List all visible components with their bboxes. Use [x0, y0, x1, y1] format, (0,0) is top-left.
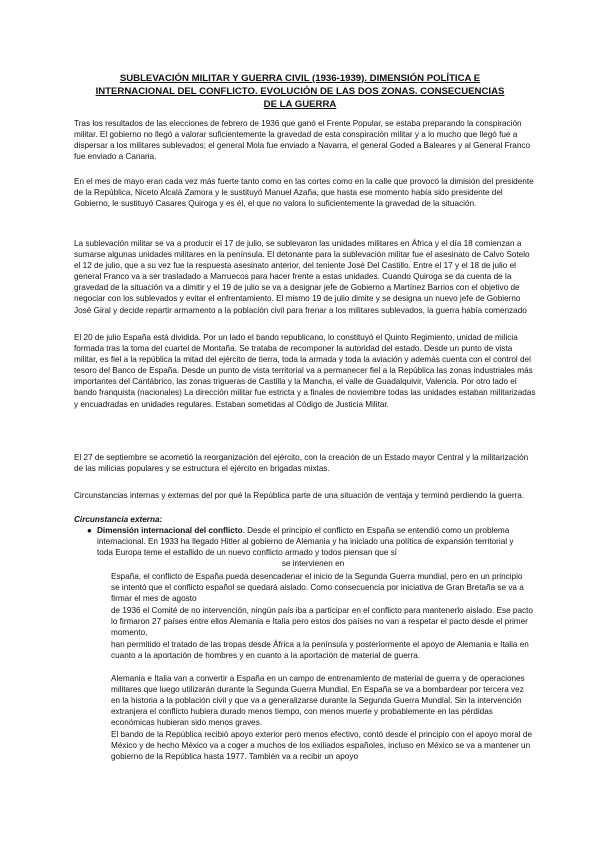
- paragraph-5: El 27 de septiembre se acometió la reorganización del ejército, con la creación de un Estado mayor Central y la militarización de las milicias populares y se estructura el ejército en brigadas mixtas.: [74, 453, 529, 474]
- paragraph-6: Circunstancias internas y externas del por qué la República parte de una situación de ventaja y terminó perdiendo la guerra.: [74, 491, 525, 500]
- bullet-dot-icon: ●: [87, 526, 92, 535]
- paragraph-1: Tras los resultados de las elecciones de febrero de 1936 que ganó el Frente Popular, se estaba preparando la conspiración militar. El gobierno no llegó a valorar suficientemente la gravedad de esta conspiración militar y a lo mucho que llegó fue a dispersar a los militares sublevados; el general Mola fue enviado a Navarra, el general Goded a Baleares y al General Franco fue enviado a Canaria.: [74, 119, 531, 162]
- continuation-2: de 1936 el Comité de no intervención, ningún país iba a participar en el conflicto para mantenerlo aislado. Ese pacto lo firmaron 27 países entre ellos Alemania e Italia pero estos dos países no van a respetar el pacto desde el primer momento,: [111, 606, 533, 638]
- external-circumstance-label: Circunstancia externa:: [74, 515, 163, 524]
- paragraph-3: La sublevación militar se va a producir el 17 de julio, se sublevaron las unidades militares en África y el día 18 comienzan a sumarse algunas unidades militares en la península. El detonante para la sublevación militar fue el asesinato de Calvo Sotelo el 12 de julio, que a su vez fue la respuesta asesinato anterior, del teniente José Del Castillo. Entre el 17 y el 18 de julio el general Franco va a ser trasladado a Marruecos para hacer frente a estas unidades. Cuando Quiroga se da cuenta de la gravedad de la situación va a dimitir y el 19 de julio se va a designar jefe de Gobierno a Martínez Barrios con el objetivo de negociar con los sublevados y evitar el enfrentamiento. El mismo 19 de julio dimite y se designa un nuevo jefe de Gobierno José Giral y decide repartir armamento a la población civil para frenar a los militares sublevados, la guerra había comenzado: [74, 239, 530, 315]
- continuation-4: Alemania e Italia van a convertir a España en un campo de entrenamiento de material de guerra y de operaciones militares que luego utilizarán durante la Segunda Guerra Mundial. En España se va a bombardear por tercera vez en la historia a la población civil y que va a generalizarse durante la Segunda Guerra Mundial. Sin la intervención extranjera el conflicto hubiera durado menos tiempo, con menos muerte y probablemente en las pérdidas económicas hubieran sido menos graves.: [111, 674, 525, 728]
- continuation-1: España, el conflicto de España pueda desencadenar el inicio de la Segunda Guerra mundial, pero en un principio se intentó que el conflicto español se quedará aislado. Como consecuencia por iniciativa de Gran Bretaña se va a firmar el mes de agosto: [111, 572, 524, 604]
- bullet-text: . Desde el principio el conflicto en España se entendió como un problema internacional. En 1933 ha llegado Hitler al gobierno de Alemania y ha iniciado una política de expansión territorial y toda Europa teme el estallido de un nuevo conflicto armado y todos piensan que sí: [97, 526, 514, 558]
- continuation-3: han permitido el tratado de las tropas desde África a la península y posteriormente el apoyo de Alemania e Italia en cuanto a la aportación de hombres y en cuanto a la aportación de material de guerra.: [111, 640, 529, 661]
- paragraph-2: En el mes de mayo eran cada vez más fuerte tanto como en las cortes como en la calle que provocó la dimisión del presidente de la República, Niceto Alcalá Zamora y le sustituyó Manuel Azaña, que hasta ese momento había sido presidente del Gobierno, le sustituyó Casares Quiroga y es él, el que no valora lo suficientemente la gravedad de la situación.: [74, 177, 534, 209]
- bullet-item: [87, 525, 529, 569]
- bullet-heading: Dimensión internacional del conflicto: [97, 526, 243, 535]
- continuation-5: El bando de la República recibió apoyo exterior pero menos efectivo, contó desde el principio con el apoyo moral de México y de hecho México va a coger a muchos de los exiliados españoles, incluso en México se va a mantener un gobierno de la República hasta 1977. También va a recibir un apoyo: [111, 730, 533, 762]
- bullet-centered-line: se intervienen en: [281, 559, 345, 569]
- document-title: SUBLEVACIÓN MILITAR Y GUERRA CIVIL (1936-1939). DIMENSIÓN POLÍTICA E INTERNACIONAL DEL CONFLICTO. EVOLUCIÓN DE LAS DOS ZONAS. CONSECUENCIAS DE LA GUERRA: [95, 73, 505, 110]
- paragraph-4: El 20 de julio España está dividida. Por un lado el bando republicano, lo constituyó el Quinto Regimiento, unidad de milicia formada tras la toma del cuartel de Montaña. Se trataba de recomponer la autoridad del estado. Desde un punto de vista militar, es fiel a la república la mitad del ejército de tierra, toda la armada y toda la aviación y además cuenta con el control del tesoro del Banco de España. Desde un punto de vista territorial va a permanecer fiel a la República las zonas industriales más importantes del Cantábrico, las zonas trigueras de Castilla y la Mancha, el valle de Guadalquivir, Valencia. Por otro lado el bando franquista (nacionales) La dirección militar fue estricta y a finales de noviembre todas las unidades estaban militarizadas y encuadradas en unidades regulares. Estaban sometidas al Código de Justicia Militar.: [74, 333, 536, 409]
